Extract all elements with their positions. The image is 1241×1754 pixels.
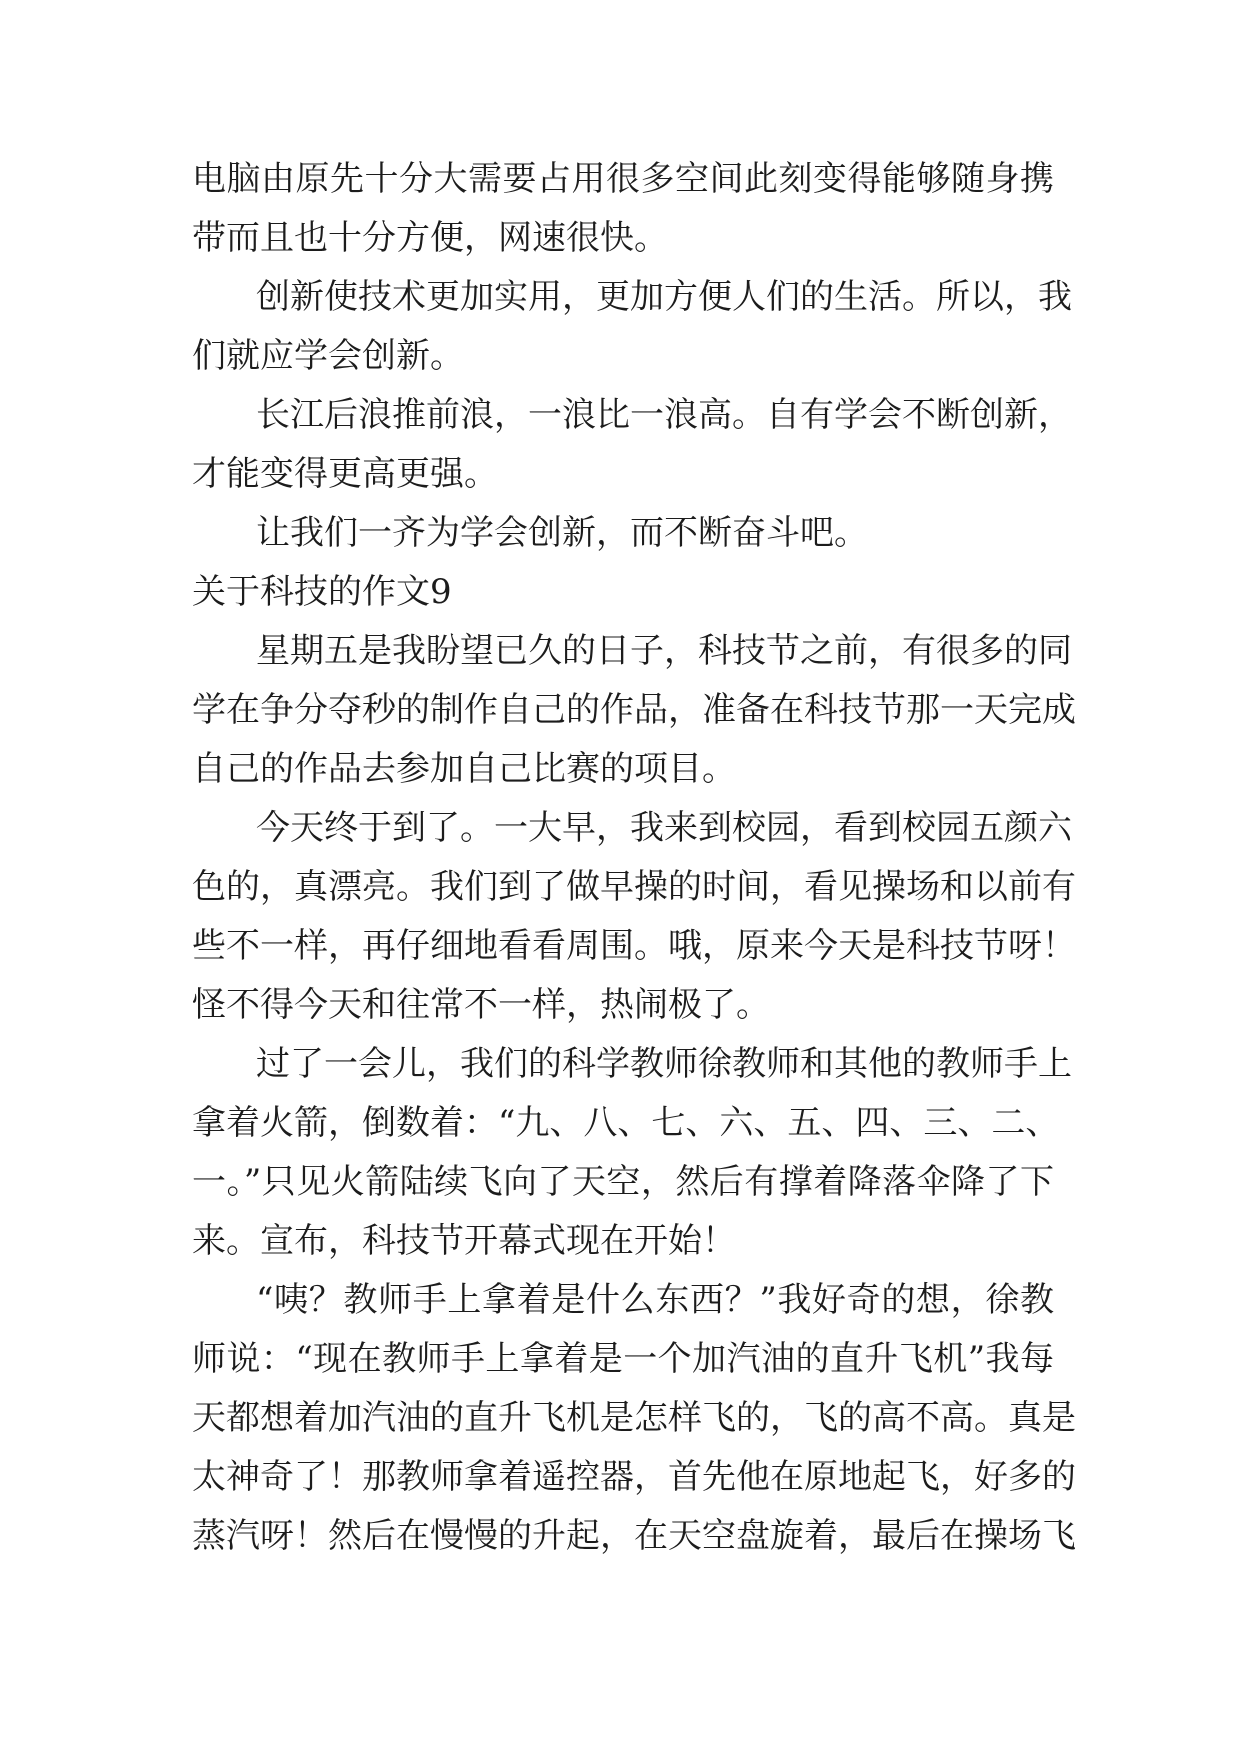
- text-line: 色的，真漂亮。我们到了做早操的时间，看见操场和以前有: [192, 867, 1076, 907]
- text-line: 电脑由原先十分大需要占用很多空间此刻变得能够随身携: [192, 159, 1054, 199]
- text-line: 来。宣布，科技节开幕式现在开始！: [192, 1221, 736, 1261]
- text-line: 师说：“现在教师手上拿着是一个加汽油的直升飞机”我每: [192, 1339, 1054, 1379]
- document-body: [192, 150, 1076, 1566]
- text-line: 才能变得更高更强。: [192, 454, 498, 494]
- paragraph-first-line: 创新使技术更加实用，更加方便人们的生活。所以，我: [256, 277, 1072, 317]
- text-line: 太神奇了！那教师拿着遥控器，首先他在原地起飞，好多的: [192, 1457, 1076, 1497]
- text-line: 一。”只见火箭陆续飞向了天空，然后有撑着降落伞降了下: [192, 1162, 1054, 1202]
- text-line: 学在争分夺秒的制作自己的作品，准备在科技节那一天完成: [192, 690, 1076, 730]
- text-line: 带而且也十分方便，网速很快。: [192, 218, 668, 258]
- paragraph-first-line: “咦？教师手上拿着是什么东西？”我好奇的想，徐教: [256, 1280, 1054, 1320]
- text-line: 怪不得今天和往常不一样，热闹极了。: [192, 985, 770, 1025]
- text-line: 自己的作品去参加自己比赛的项目。: [192, 749, 736, 789]
- paragraph-first-line: 让我们一齐为学会创新，而不断奋斗吧。: [256, 513, 868, 553]
- paragraph-first-line: 今天终于到了。一大早，我来到校园，看到校园五颜六: [256, 808, 1072, 848]
- text-line: 天都想着加汽油的直升飞机是怎样飞的，飞的高不高。真是: [192, 1398, 1076, 1438]
- paragraph-first-line: 过了一会儿，我们的科学教师徐教师和其他的教师手上: [256, 1044, 1072, 1084]
- paragraph-first-line: 星期五是我盼望已久的日子，科技节之前，有很多的同: [256, 631, 1072, 671]
- section-heading: 关于科技的作文9: [192, 572, 452, 612]
- text-line: 拿着火箭，倒数着：“九、八、七、六、五、四、三、二、: [192, 1103, 1060, 1143]
- paragraph-first-line: 长江后浪推前浪，一浪比一浪高。自有学会不断创新，: [256, 395, 1072, 435]
- text-line: 们就应学会创新。: [192, 336, 464, 376]
- text-line: 些不一样，再仔细地看看周围。哦，原来今天是科技节呀！: [192, 926, 1076, 966]
- text-line: 蒸汽呀！然后在慢慢的升起，在天空盘旋着，最后在操场飞: [192, 1516, 1076, 1556]
